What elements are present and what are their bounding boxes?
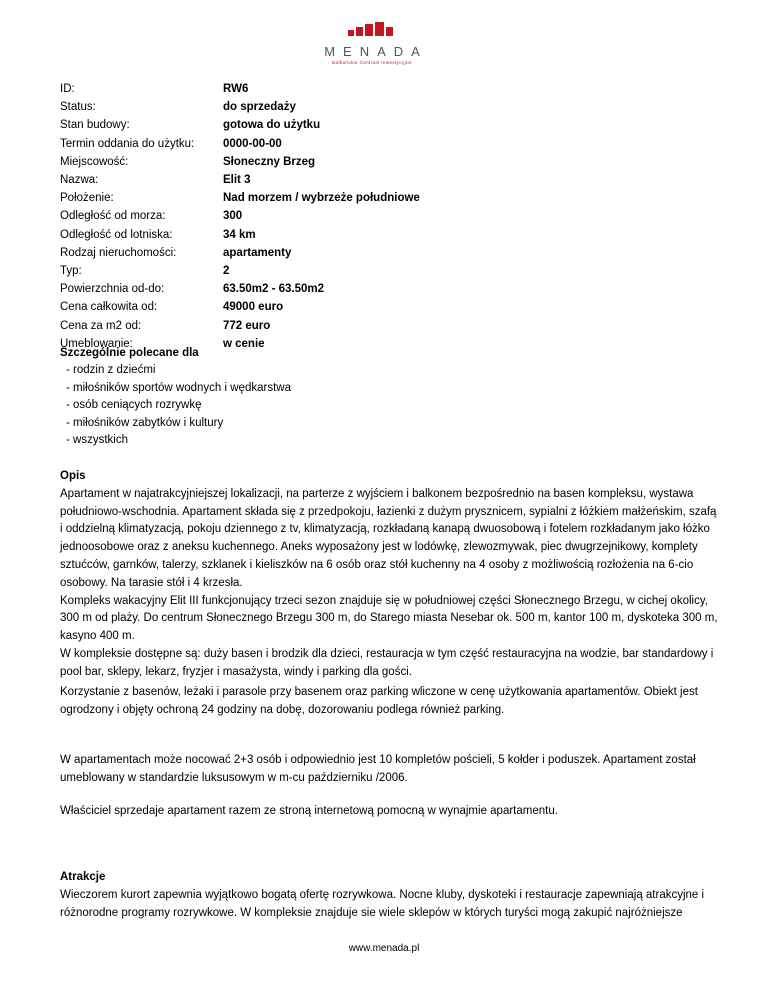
fact-row-sea-distance [60, 207, 720, 225]
attractions-section [60, 869, 722, 922]
fact-value: w cenie [223, 337, 265, 350]
fact-row-area [60, 280, 720, 298]
description-section [60, 468, 722, 682]
fact-value: do sprzedaży [223, 101, 296, 114]
fact-row-type [60, 262, 720, 280]
attractions-heading: Atrakcje [60, 871, 106, 883]
fact-value: Nad morzem / wybrzeże południowe [223, 192, 420, 205]
fact-row-completion-date [60, 135, 720, 153]
description-heading: Opis [60, 470, 86, 482]
description-paragraph: Korzystanie z basenów, leżaki i parasole przy basenem oraz parking wliczone w cenę użytkowania apartamentów. Obiekt jest ogrodzony i objęty ochroną 24 godziny na dobę, dozorowaniu podlega również parking. [60, 686, 698, 716]
logo-squares-icon [348, 22, 396, 38]
fact-label: Nazwa: [60, 174, 99, 187]
list-item: - rodzin z dziećmi [66, 364, 156, 376]
list-item: - miłośników sportów wodnych i wędkarstwa [66, 381, 291, 394]
fact-value: Elit 3 [223, 174, 251, 187]
amenities-paragraph-block [60, 684, 722, 720]
recommended-for-list [60, 362, 720, 450]
fact-value: apartamenty [223, 246, 292, 259]
fact-value: 2 [223, 264, 230, 277]
description-paragraph: Kompleks wakacyjny Elit III funkcjonujący trzeci sezon znajduje się w południowej części Słonecznego Brzegu, w cichej okolicy, 300 m od plaży. Do centrum Słonecznego Brzegu 300 m, do Starego miasta Nesebar ok. 500 m, kantor 100 m, dyskoteka 300 m, kasyno 400 m. [60, 594, 718, 643]
owner-paragraph-block [60, 803, 722, 821]
fact-row-location [60, 189, 720, 207]
fact-label: Termin oddania do użytku: [60, 137, 195, 150]
occupancy-paragraph-block [60, 752, 722, 788]
fact-label: Stan budowy: [60, 119, 130, 132]
recommended-for-heading: Szczególnie polecane dla [60, 347, 199, 359]
fact-label: Umeblowanie: [60, 337, 133, 350]
fact-label: Odległość od lotniska: [60, 228, 173, 241]
menada-logo [310, 8, 434, 70]
fact-row-property-type [60, 244, 720, 262]
attractions-paragraph: Wieczorem kurort zapewnia wyjątkowo bogatą ofertę rozrywkowa. Nocne kluby, dyskoteki i restauracje zapewniają atrakcyjne i różnorodne programy rozrywkowe. W kompleksie znajduje sie wiele sklepów w których turyści mogą zakupić najróżniejsze [60, 888, 705, 919]
recommended-for-section [60, 344, 720, 450]
fact-label: Status: [60, 101, 96, 114]
logo-wordmark: MENADA [324, 44, 428, 59]
fact-row-town [60, 153, 720, 171]
footer-url: www.menada.pl [348, 943, 420, 954]
logo-tagline: Bałkańskie Centrum Inwestycyjne [332, 60, 412, 65]
fact-value: gotowa do użytku [223, 119, 321, 132]
description-paragraph: Właściciel sprzedaje apartament razem ze stroną internetową pomocną w wynajmie apartamentu. [60, 805, 558, 817]
description-paragraph: W kompleksie dostępne są: duży basen i brodzik dla dzieci, restauracja w tym część restauracyjna na wodzie, bar standardowy i pool bar, sklepy, lekarz, fryzjer i masażysta, windy i parking dla gości. [60, 647, 714, 678]
fact-value: 34 km [223, 228, 256, 241]
fact-label: ID: [60, 83, 75, 96]
property-facts [60, 80, 720, 353]
fact-label: Cena za m2 od: [60, 319, 142, 332]
fact-label: Cena całkowita od: [60, 301, 158, 314]
fact-value: Słoneczny Brzeg [223, 155, 316, 168]
fact-value: 0000-00-00 [223, 137, 282, 150]
fact-row-id [60, 80, 720, 98]
list-item: - wszystkich [66, 434, 128, 446]
description-paragraph: W apartamentach może nocować 2+3 osób i odpowiednio jest 10 kompletów pościeli, 5 kołder i poduszek. Apartament został umeblowany w standardzie luksusowym w m-cu październiku /2006. [60, 754, 696, 784]
fact-value: 772 euro [223, 319, 271, 332]
fact-label: Miejscowość: [60, 155, 129, 168]
fact-value: 300 [223, 210, 243, 223]
fact-label: Rodzaj nieruchomości: [60, 246, 177, 259]
fact-label: Odległość od morza: [60, 210, 166, 223]
fact-row-price-per-m2 [60, 316, 720, 334]
fact-label: Typ: [60, 264, 82, 277]
list-item: - osób ceniących rozrywkę [66, 399, 202, 411]
list-item: - miłośników zabytków i kultury [66, 416, 224, 429]
description-paragraph: Apartament w najatrakcyjniejszej lokalizacji, na parterze z wyjściem i balkonem bezpośrednio na basen kompleksu, wystawa południowo-wschodnia. Apartament składa się z przedpokoju, łazienki z dużym prysznicem, sypialni z łóżkiem małżeńskim, szafą i oddzielną klimatyzacją, pokoju dziennego z tv, klimatyzacją, rozkładaną kanapą dwuosobową i fotelem rozkładanym jako łóżko jednoosobowe oraz z aneksu kuchennego. Aneks wyposażony jest w lodówkę, zlewozmywak, piec dwugrzejnikowy, komplety sztućców, garnków, talerzy, szklanek i kieliszków na 6 osób oraz stół kuchenny na 4 osoby z możliwością rozłożenia na 6-cio osobowy. Na tarasie stół i 4 krzesła. [60, 487, 717, 589]
fact-row-status [60, 98, 720, 116]
fact-value: 63.50m2 - 63.50m2 [223, 283, 325, 296]
fact-row-construction [60, 116, 720, 134]
fact-value: RW6 [223, 83, 249, 96]
fact-row-airport-distance [60, 226, 720, 244]
fact-row-name [60, 171, 720, 189]
fact-label: Powierzchnia od-do: [60, 283, 165, 296]
fact-label: Położenie: [60, 192, 114, 205]
fact-row-total-price [60, 298, 720, 316]
fact-value: 49000 euro [223, 301, 284, 314]
